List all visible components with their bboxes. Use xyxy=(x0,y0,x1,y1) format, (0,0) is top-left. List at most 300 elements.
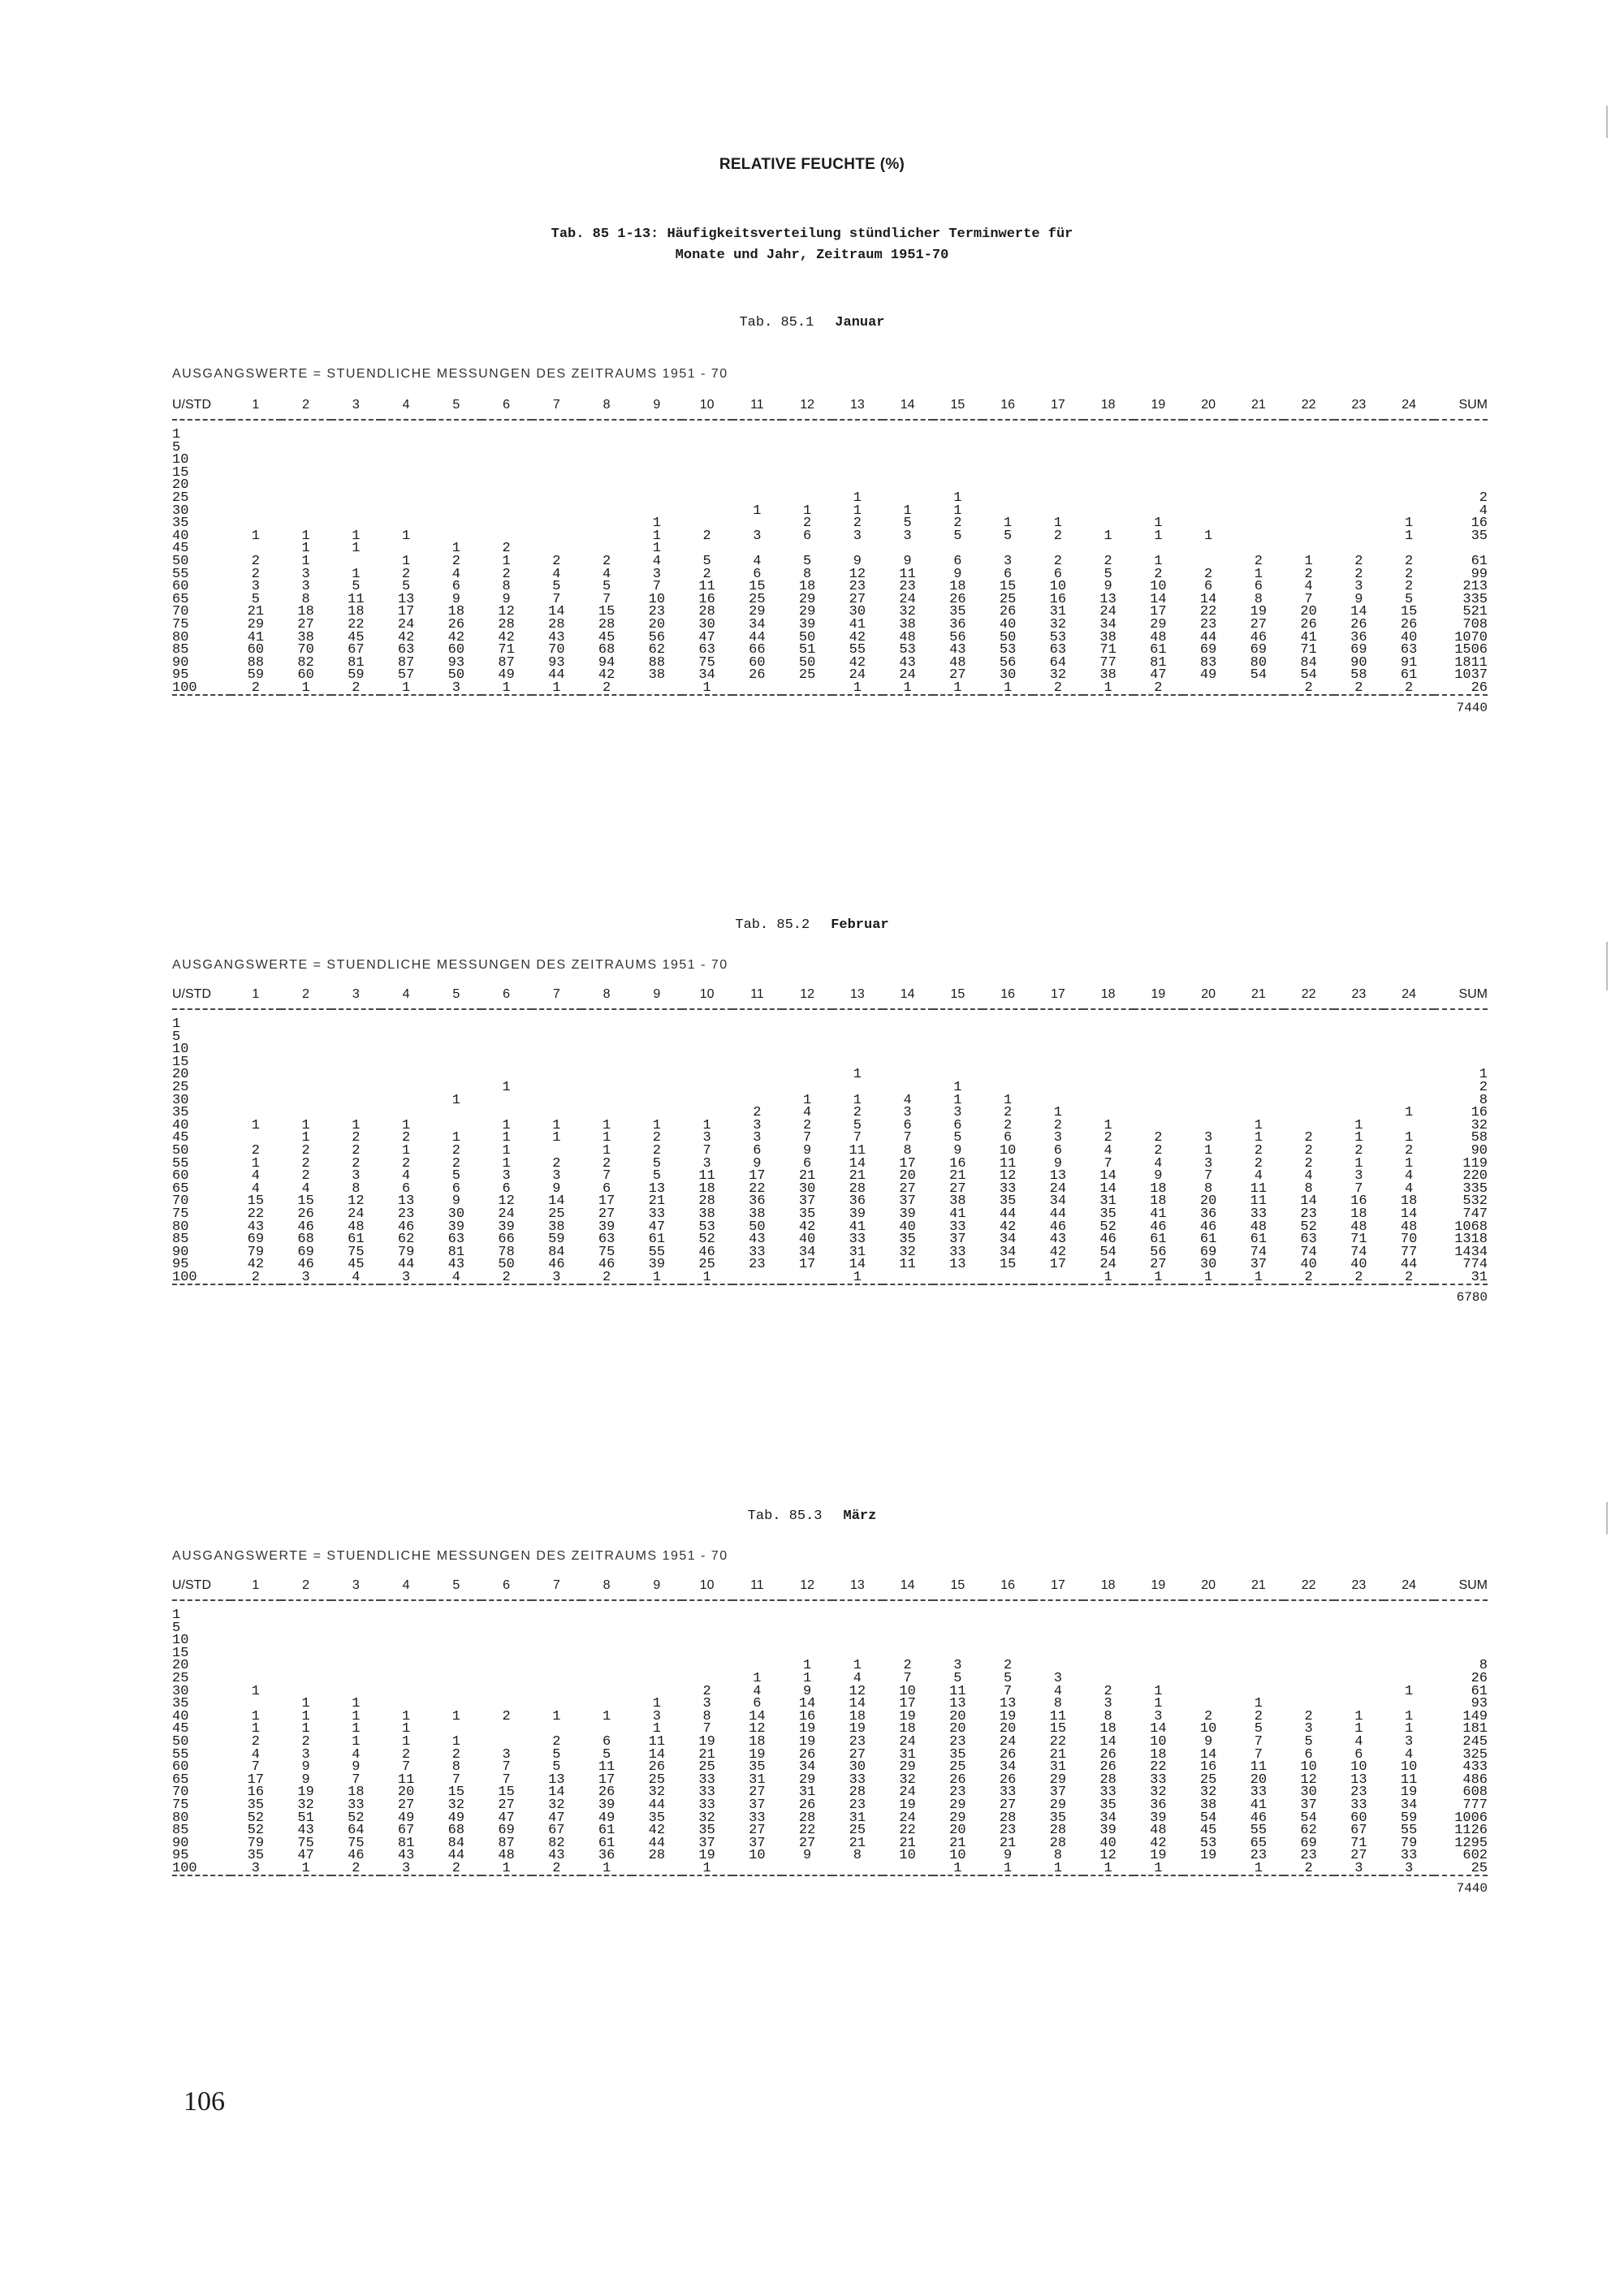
frequency-cell xyxy=(933,1634,983,1647)
frequency-cell xyxy=(532,1107,582,1120)
frequency-cell: 50 xyxy=(498,1258,515,1271)
frequency-cell xyxy=(1384,1056,1434,1069)
frequency-cell: 39 xyxy=(598,1220,615,1234)
frequency-cell: 19 xyxy=(798,1723,816,1736)
frequency-cell: 37 xyxy=(749,1836,766,1850)
frequency-cell: 1 xyxy=(803,1094,812,1107)
frequency-cell: 61 xyxy=(598,1824,615,1837)
frequency-cell xyxy=(732,1031,783,1044)
frequency-cell: 2 xyxy=(251,1735,260,1749)
frequency-cell: 22 xyxy=(1199,606,1217,619)
frequency-cell xyxy=(1284,1634,1334,1647)
frequency-cell: 2 xyxy=(603,555,611,568)
frequency-cell: 2 xyxy=(352,681,361,696)
frequency-cell: 48 xyxy=(949,656,966,670)
table-row xyxy=(172,1107,1488,1120)
frequency-cell xyxy=(281,467,331,480)
frequency-cell: 27 xyxy=(498,1798,515,1812)
frequency-cell: 13 xyxy=(648,1182,666,1196)
frequency-cell: 19 xyxy=(1199,1849,1217,1862)
frequency-cell xyxy=(482,517,532,530)
frequency-cell: 33 xyxy=(949,1220,966,1234)
frequency-cell: 37 xyxy=(949,1233,966,1246)
frequency-cell xyxy=(732,1271,783,1285)
row-header-label: U/STD xyxy=(172,981,231,1009)
subtable-caption-februar xyxy=(0,917,1624,933)
frequency-cell xyxy=(532,1685,582,1698)
frequency-cell: 33 xyxy=(999,1786,1017,1799)
frequency-cell xyxy=(331,1672,382,1685)
frequency-cell xyxy=(1384,505,1434,518)
frequency-cell: 61 xyxy=(598,1836,615,1850)
frequency-cell: 63 xyxy=(1400,644,1418,657)
frequency-cell xyxy=(632,682,682,696)
frequency-cell: 1 xyxy=(603,1144,611,1158)
frequency-cell: 36 xyxy=(949,618,966,632)
frequency-cell: 21 xyxy=(247,606,265,619)
frequency-cell: 21 xyxy=(849,1836,866,1850)
frequency-cell xyxy=(682,1659,732,1672)
frequency-cell: 82 xyxy=(548,1836,565,1850)
frequency-cell xyxy=(281,505,331,518)
frequency-cell: 6 xyxy=(803,529,812,543)
frequency-cell: 2 xyxy=(552,1157,561,1171)
humidity-class-label: 65 xyxy=(172,593,189,606)
row-sum-cell: 32 xyxy=(1471,1119,1488,1133)
frequency-cell: 11 xyxy=(949,1685,966,1698)
frequency-cell: 15 xyxy=(999,580,1017,593)
frequency-cell: 23 xyxy=(949,1786,966,1799)
frequency-cell: 20 xyxy=(648,618,666,632)
row-sum-cell xyxy=(1434,420,1488,442)
frequency-cell: 71 xyxy=(1350,1233,1367,1246)
frequency-cell: 33 xyxy=(698,1798,715,1812)
frequency-cell: 1 xyxy=(652,517,661,530)
frequency-cell: 5 xyxy=(251,593,260,606)
frequency-cell xyxy=(632,1081,682,1094)
frequency-cell: 50 xyxy=(798,631,816,645)
frequency-table-januar xyxy=(172,391,1488,720)
frequency-cell xyxy=(1233,1634,1284,1647)
frequency-cell: 2 xyxy=(1154,1132,1163,1145)
frequency-cell: 75 xyxy=(348,1245,365,1259)
frequency-cell: 1 xyxy=(803,504,812,518)
frequency-cell xyxy=(933,454,983,467)
frequency-cell xyxy=(231,492,281,505)
frequency-cell: 12 xyxy=(498,606,515,619)
frequency-cell: 42 xyxy=(1049,1245,1067,1259)
table-row xyxy=(172,580,1488,593)
frequency-cell: 39 xyxy=(798,618,816,632)
frequency-cell: 6 xyxy=(953,1119,962,1133)
frequency-cell xyxy=(1083,1009,1134,1031)
row-sum-cell xyxy=(1434,1043,1488,1056)
row-sum-cell: 16 xyxy=(1471,1107,1488,1120)
frequency-cell xyxy=(381,479,431,492)
frequency-cell xyxy=(281,1647,331,1660)
frequency-cell: 42 xyxy=(447,631,465,645)
frequency-cell: 23 xyxy=(899,580,916,593)
frequency-cell: 5 xyxy=(402,580,411,593)
frequency-cell xyxy=(1284,420,1334,442)
humidity-class-label: 50 xyxy=(172,1144,189,1158)
frequency-cell: 11 xyxy=(598,1761,615,1774)
frequency-cell xyxy=(381,1672,431,1685)
frequency-cell: 37 xyxy=(1250,1258,1268,1271)
frequency-cell: 1 xyxy=(251,1157,260,1171)
frequency-cell: 1 xyxy=(1405,1157,1414,1171)
frequency-cell xyxy=(581,1659,632,1672)
frequency-cell xyxy=(482,479,532,492)
frequency-cell xyxy=(532,479,582,492)
frequency-cell: 1 xyxy=(1154,555,1163,568)
frequency-cell: 6 xyxy=(1004,1132,1013,1145)
frequency-cell: 1 xyxy=(652,1698,661,1711)
frequency-cell: 4 xyxy=(1154,1157,1163,1171)
hour-column-header: 24 xyxy=(1384,391,1434,420)
frequency-cell: 1 xyxy=(301,1710,310,1724)
frequency-cell: 1 xyxy=(1053,517,1062,530)
frequency-cell: 5 xyxy=(603,1748,611,1762)
frequency-cell: 34 xyxy=(1099,1811,1116,1825)
humidity-class-label: 5 xyxy=(172,1621,181,1635)
humidity-class-label: 5 xyxy=(172,441,181,455)
frequency-cell: 3 xyxy=(953,1659,962,1672)
frequency-cell xyxy=(581,1056,632,1069)
frequency-cell: 5 xyxy=(953,1672,962,1685)
frequency-cell: 33 xyxy=(1250,1207,1268,1221)
hour-column-header: 13 xyxy=(832,981,883,1009)
frequency-cell: 7 xyxy=(603,593,611,606)
frequency-cell: 35 xyxy=(999,1195,1017,1208)
frequency-cell: 50 xyxy=(999,631,1017,645)
frequency-cell: 5 xyxy=(803,555,812,568)
frequency-cell xyxy=(431,1031,482,1044)
frequency-cell: 74 xyxy=(1350,1245,1367,1259)
frequency-cell: 29 xyxy=(1049,1773,1067,1787)
frequency-cell xyxy=(1033,1094,1083,1107)
frequency-cell xyxy=(1183,442,1233,455)
frequency-cell: 60 xyxy=(1350,1811,1367,1825)
frequency-cell: 3 xyxy=(251,1862,260,1876)
sum-column-header: SUM xyxy=(1434,1572,1488,1600)
frequency-cell: 1 xyxy=(652,542,661,555)
frequency-cell xyxy=(532,1094,582,1107)
frequency-cell: 43 xyxy=(548,631,565,645)
frequency-cell: 7 xyxy=(251,1761,260,1774)
frequency-cell: 28 xyxy=(999,1811,1017,1825)
frequency-cell xyxy=(883,1081,933,1094)
frequency-cell xyxy=(482,530,532,543)
humidity-class-label: 65 xyxy=(172,1182,189,1196)
frequency-cell: 2 xyxy=(451,1144,460,1158)
frequency-cell xyxy=(532,1031,582,1044)
table-caption xyxy=(0,224,1624,266)
frequency-cell xyxy=(1384,1634,1434,1647)
frequency-cell: 50 xyxy=(749,1220,766,1234)
frequency-cell: 24 xyxy=(899,1786,916,1799)
frequency-cell: 1 xyxy=(251,1685,260,1698)
frequency-cell: 59 xyxy=(247,669,265,682)
frequency-cell xyxy=(1233,505,1284,518)
frequency-cell: 21 xyxy=(949,1836,966,1850)
frequency-cell: 2 xyxy=(1304,1132,1313,1145)
frequency-cell: 8 xyxy=(451,1761,460,1774)
frequency-cell: 38 xyxy=(648,669,666,682)
frequency-cell: 3 xyxy=(301,568,310,581)
frequency-cell: 1 xyxy=(352,542,361,555)
frequency-cell: 3 xyxy=(1304,1723,1313,1736)
frequency-cell: 5 xyxy=(552,1748,561,1762)
frequency-cell: 75 xyxy=(297,1836,314,1850)
table-row xyxy=(172,1158,1488,1171)
frequency-cell: 1 xyxy=(552,681,561,696)
frequency-cell xyxy=(1284,442,1334,455)
frequency-cell: 14 xyxy=(1199,593,1217,606)
frequency-cell: 11 xyxy=(397,1773,415,1787)
frequency-cell: 1 xyxy=(552,1119,561,1133)
frequency-cell: 7 xyxy=(652,580,661,593)
frequency-cell: 59 xyxy=(348,669,365,682)
frequency-cell xyxy=(482,1068,532,1081)
frequency-cell: 56 xyxy=(648,631,666,645)
frequency-cell: 23 xyxy=(999,1824,1017,1837)
frequency-cell: 2 xyxy=(352,1144,361,1158)
frequency-cell xyxy=(1183,1862,1233,1876)
frequency-cell: 32 xyxy=(1150,1786,1167,1799)
frequency-cell xyxy=(632,1031,682,1044)
table-row xyxy=(172,1094,1488,1107)
frequency-cell: 55 xyxy=(849,644,866,657)
frequency-cell: 1 xyxy=(451,1132,460,1145)
frequency-cell: 18 xyxy=(1150,1182,1167,1196)
frequency-cell xyxy=(933,1068,983,1081)
frequency-cell: 55 xyxy=(648,1245,666,1259)
frequency-cell: 25 xyxy=(698,1258,715,1271)
frequency-cell xyxy=(431,1634,482,1647)
frequency-cell: 1 xyxy=(451,1735,460,1749)
frequency-cell: 44 xyxy=(648,1798,666,1812)
frequency-cell: 1 xyxy=(301,555,310,568)
humidity-class-label: 45 xyxy=(172,1132,189,1145)
frequency-cell xyxy=(832,1009,883,1031)
frequency-cell: 36 xyxy=(849,1195,866,1208)
frequency-cell: 5 xyxy=(352,580,361,593)
frequency-cell: 60 xyxy=(297,669,314,682)
frequency-cell: 2 xyxy=(1405,580,1414,593)
frequency-cell: 6 xyxy=(603,1735,611,1749)
frequency-cell xyxy=(281,1634,331,1647)
frequency-cell xyxy=(1134,479,1184,492)
table-row xyxy=(172,1736,1488,1749)
frequency-cell: 24 xyxy=(1099,1258,1116,1271)
hour-column-header: 19 xyxy=(1134,981,1184,1009)
frequency-cell: 33 xyxy=(1150,1773,1167,1787)
row-sum-cell: 325 xyxy=(1462,1748,1488,1762)
frequency-cell: 66 xyxy=(749,644,766,657)
hour-column-header: 18 xyxy=(1083,1572,1134,1600)
hour-column-header: 1 xyxy=(231,1572,281,1600)
frequency-cell xyxy=(431,454,482,467)
humidity-class-label: 75 xyxy=(172,1207,189,1221)
row-sum-cell: 213 xyxy=(1462,580,1488,593)
frequency-cell xyxy=(933,1056,983,1069)
frequency-cell xyxy=(632,1009,682,1031)
frequency-cell: 29 xyxy=(1049,1798,1067,1812)
frequency-cell: 5 xyxy=(1304,1735,1313,1749)
frequency-cell: 34 xyxy=(749,618,766,632)
frequency-cell: 10 xyxy=(1300,1761,1317,1774)
frequency-cell xyxy=(331,1009,382,1031)
frequency-cell xyxy=(532,1068,582,1081)
frequency-cell: 3 xyxy=(652,568,661,581)
frequency-cell xyxy=(381,1634,431,1647)
frequency-cell: 49 xyxy=(397,1811,415,1825)
frequency-cell xyxy=(381,1698,431,1711)
frequency-cell: 43 xyxy=(397,1849,415,1862)
frequency-cell: 9 xyxy=(451,593,460,606)
frequency-cell: 9 xyxy=(502,593,511,606)
frequency-cell: 45 xyxy=(1199,1824,1217,1837)
hour-column-header: 4 xyxy=(381,1572,431,1600)
frequency-cell xyxy=(1334,1031,1384,1044)
frequency-cell xyxy=(632,1647,682,1660)
frequency-cell: 24 xyxy=(348,1207,365,1221)
frequency-cell: 1 xyxy=(1154,1698,1163,1711)
frequency-cell: 25 xyxy=(798,669,816,682)
frequency-cell xyxy=(1334,1672,1384,1685)
frequency-cell: 16 xyxy=(1049,593,1067,606)
frequency-cell xyxy=(1334,1685,1384,1698)
frequency-cell: 56 xyxy=(1150,1245,1167,1259)
frequency-cell xyxy=(1233,517,1284,530)
frequency-cell: 30 xyxy=(849,606,866,619)
frequency-cell: 27 xyxy=(798,1836,816,1850)
frequency-cell xyxy=(632,454,682,467)
frequency-cell: 46 xyxy=(1250,1811,1268,1825)
frequency-cell: 2 xyxy=(853,1107,862,1120)
subtable-caption-maerz xyxy=(0,1508,1624,1524)
frequency-cell xyxy=(883,1009,933,1031)
row-sum-cell: 708 xyxy=(1462,618,1488,632)
frequency-cell xyxy=(281,492,331,505)
row-sum-cell: 93 xyxy=(1471,1698,1488,1711)
frequency-cell xyxy=(1183,1672,1233,1685)
frequency-cell xyxy=(1134,1094,1184,1107)
frequency-cell: 84 xyxy=(447,1836,465,1850)
frequency-cell: 1 xyxy=(502,1119,511,1133)
frequency-cell: 22 xyxy=(1150,1761,1167,1774)
frequency-cell xyxy=(883,1622,933,1635)
frequency-cell: 2 xyxy=(702,1685,711,1698)
frequency-cell: 1 xyxy=(1354,1723,1363,1736)
frequency-cell xyxy=(431,467,482,480)
frequency-cell: 24 xyxy=(999,1735,1017,1749)
frequency-cell xyxy=(482,1107,532,1120)
frequency-cell xyxy=(532,467,582,480)
frequency-cell: 22 xyxy=(247,1207,265,1221)
humidity-class-label: 70 xyxy=(172,1195,189,1208)
frequency-cell: 18 xyxy=(1400,1195,1418,1208)
frequency-cell: 14 xyxy=(1150,593,1167,606)
frequency-cell: 5 xyxy=(853,1119,862,1133)
frequency-cell: 14 xyxy=(548,606,565,619)
frequency-cell: 17 xyxy=(1049,1258,1067,1271)
frequency-cell: 62 xyxy=(648,644,666,657)
frequency-cell xyxy=(1033,1622,1083,1635)
frequency-cell: 2 xyxy=(803,1119,812,1133)
frequency-cell: 33 xyxy=(1099,1786,1116,1799)
frequency-cell: 3 xyxy=(451,681,460,696)
frequency-cell: 4 xyxy=(1405,1182,1414,1196)
frequency-cell: 32 xyxy=(899,1245,916,1259)
humidity-class-label: 60 xyxy=(172,580,189,593)
frequency-cell: 63 xyxy=(1300,1233,1317,1246)
frequency-cell: 1 xyxy=(803,1672,812,1685)
frequency-cell: 2 xyxy=(853,517,862,530)
frequency-cell: 22 xyxy=(798,1824,816,1837)
frequency-cell: 5 xyxy=(1004,1672,1013,1685)
frequency-cell: 2 xyxy=(251,1271,260,1285)
frequency-cell: 15 xyxy=(447,1786,465,1799)
frequency-cell: 2 xyxy=(1154,1144,1163,1158)
frequency-cell xyxy=(682,1043,732,1056)
table-row xyxy=(172,1600,1488,1622)
frequency-cell: 14 xyxy=(849,1698,866,1711)
frequency-cell xyxy=(431,1056,482,1069)
frequency-cell: 58 xyxy=(1350,669,1367,682)
frequency-cell xyxy=(1384,492,1434,505)
frequency-cell: 28 xyxy=(1099,1773,1116,1787)
frequency-cell: 3 xyxy=(1354,580,1363,593)
frequency-cell xyxy=(1284,1009,1334,1031)
frequency-cell: 1 xyxy=(1405,1723,1414,1736)
table-row xyxy=(172,1849,1488,1862)
frequency-cell xyxy=(381,1031,431,1044)
frequency-cell: 1 xyxy=(1405,1107,1414,1120)
sum-column-header: SUM xyxy=(1434,391,1488,420)
hour-column-header: 11 xyxy=(732,981,783,1009)
frequency-cell: 52 xyxy=(348,1811,365,1825)
frequency-cell xyxy=(1334,1107,1384,1120)
frequency-cell: 6 xyxy=(803,1157,812,1171)
frequency-cell: 33 xyxy=(849,1773,866,1787)
frequency-cell: 26 xyxy=(1400,618,1418,632)
frequency-cell: 3 xyxy=(652,1710,661,1724)
hour-column-header: 14 xyxy=(883,1572,933,1600)
frequency-cell: 33 xyxy=(1250,1786,1268,1799)
frequency-cell xyxy=(682,454,732,467)
hour-column-header: 4 xyxy=(381,391,431,420)
frequency-cell: 1 xyxy=(402,681,411,696)
frequency-cell xyxy=(581,542,632,555)
frequency-cell: 6 xyxy=(603,1182,611,1196)
frequency-cell: 14 xyxy=(1300,1195,1317,1208)
frequency-cell: 41 xyxy=(849,618,866,632)
frequency-cell: 77 xyxy=(1099,656,1116,670)
frequency-cell xyxy=(231,479,281,492)
frequency-cell xyxy=(1033,1068,1083,1081)
frequency-cell: 4 xyxy=(853,1672,862,1685)
frequency-cell xyxy=(1233,1107,1284,1120)
frequency-cell: 1 xyxy=(1304,555,1313,568)
hour-column-header: 11 xyxy=(732,391,783,420)
frequency-cell xyxy=(682,1056,732,1069)
frequency-cell xyxy=(682,492,732,505)
frequency-cell xyxy=(532,492,582,505)
frequency-cell xyxy=(1134,1068,1184,1081)
total-row xyxy=(172,695,1488,720)
